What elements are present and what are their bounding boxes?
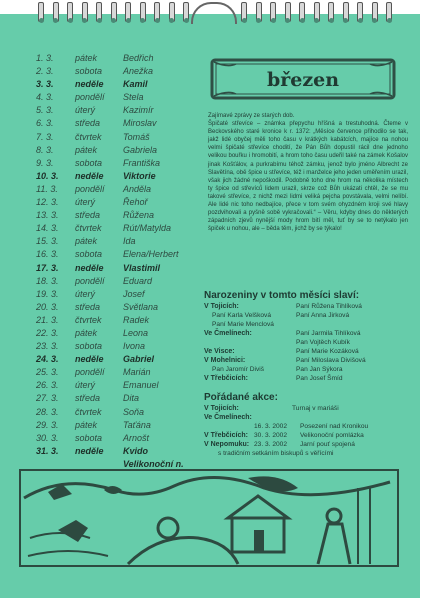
day-weekday: sobota: [75, 341, 103, 352]
day-weekday: středa: [75, 301, 101, 312]
event-location: V Nepomuku:: [204, 441, 250, 448]
day-date: 1. 3.: [36, 53, 54, 63]
day-date: 8. 3.: [36, 144, 54, 155]
event-text: Velikonoční pomlázka: [300, 432, 364, 439]
day-nameday: Ivona: [123, 341, 146, 352]
punch-hole: [68, 18, 73, 23]
day-weekday: středa: [75, 118, 101, 129]
day-date: 30. 3.: [36, 432, 59, 443]
day-date: 2. 3.: [36, 66, 54, 77]
woodcut-illustration: [18, 468, 400, 568]
day-date: 11. 3.: [36, 183, 58, 194]
day-row: [30, 65, 200, 78]
day-row: [30, 170, 200, 183]
day-nameday: Růžena: [123, 210, 155, 221]
punch-hole: [329, 18, 334, 23]
day-weekday: neděle: [75, 262, 104, 273]
day-weekday: sobota: [75, 249, 103, 260]
nameday-person: Paní Marie Kozáková: [296, 348, 359, 355]
day-nameday: Emanuel: [123, 380, 159, 391]
day-weekday: čtvrtek: [75, 406, 102, 417]
day-nameday: Taťána: [123, 419, 151, 430]
day-row: [30, 288, 200, 301]
day-nameday: Stela: [123, 92, 144, 103]
day-weekday: pátek: [75, 144, 98, 155]
historical-article: [208, 112, 408, 233]
article-intro: Zajímavé zprávy ze starých dob.: [208, 113, 295, 119]
day-weekday: pátek: [75, 236, 98, 247]
day-nameday: Soňa: [123, 406, 145, 417]
day-date: 25. 3.: [36, 367, 59, 378]
day-row: [30, 78, 200, 91]
nameday-person: Pan Josef Šmíd: [296, 375, 343, 382]
holiday-label: Velikonoční n.: [123, 458, 184, 469]
punch-hole: [82, 18, 87, 23]
day-date: 9. 3.: [36, 157, 54, 168]
spiral-binding: [0, 0, 424, 22]
event-text: s tradičním setkáním biskupů s věřícími: [218, 450, 334, 457]
day-nameday: Elena/Herbert: [123, 249, 179, 260]
day-nameday: Leona: [123, 327, 149, 338]
punch-hole: [300, 18, 305, 23]
day-date: 5. 3.: [36, 105, 54, 116]
day-nameday: Viktorie: [123, 170, 156, 181]
punch-hole: [53, 18, 58, 23]
day-row: [30, 327, 200, 340]
day-weekday: pondělí: [75, 92, 105, 103]
day-nameday: Dita: [123, 393, 140, 404]
day-date: 4. 3.: [36, 92, 54, 103]
nameday-person: Pan Vojtěch Kubík: [296, 339, 350, 346]
day-date: 7. 3.: [36, 131, 54, 142]
punch-hole: [271, 18, 276, 23]
day-weekday: úterý: [75, 288, 96, 299]
day-weekday: neděle: [75, 445, 104, 456]
event-location: V Tojicích:: [204, 405, 239, 412]
day-nameday: Radek: [123, 314, 150, 325]
day-row: [30, 183, 200, 196]
nameday-person: Paní Jarmila Tihlíková: [296, 330, 361, 337]
day-row: [30, 406, 200, 419]
day-row: [30, 379, 200, 392]
day-date: 12. 3.: [36, 197, 59, 208]
nameday-person: Paní Karla Velšková: [212, 312, 272, 319]
day-row: [30, 209, 200, 222]
day-nameday: Světlana: [123, 301, 159, 312]
day-nameday: Kamil: [123, 79, 148, 90]
loc-trebcice: V Třebčicích:: [204, 375, 248, 382]
day-weekday: sobota: [75, 66, 103, 77]
punch-hole: [372, 18, 377, 23]
day-nameday: Bedřich: [123, 53, 154, 63]
day-row: [30, 353, 200, 366]
day-nameday: Arnošt: [123, 432, 150, 443]
punch-hole: [140, 18, 145, 23]
day-date: 14. 3.: [36, 223, 59, 234]
event-location: V Třebčicích:: [204, 432, 248, 439]
nameday-person: Paní Miloslava Divišová: [296, 357, 366, 364]
punch-hole: [343, 18, 348, 23]
day-nameday: Miroslav: [123, 118, 157, 129]
day-date: 27. 3.: [36, 393, 59, 404]
nameday-person: Paní Růžena Tihlíková: [296, 303, 362, 310]
day-date: 28. 3.: [36, 406, 59, 417]
event-text: Turnaj v mariáši: [292, 405, 339, 412]
day-date: 16. 3.: [36, 249, 59, 260]
day-date: 20. 3.: [36, 301, 59, 312]
day-row: [30, 157, 200, 170]
day-date: 21. 3.: [36, 314, 59, 325]
article-body: Špičaté střevíce – známka přepychu hříšná a trestuhodná. Čteme v Beckovského staré kronice k r. 1372: „Měsíce července přihodilo se tak, jakž lidé obyčej měli toho času v krátkých kabátcích, majíce na nohou velmi špičaté střevíce chodití, že Pán Bůh dopustil rácil dne jednoho velikou bouřku i hromobití, a hrom toho času udeřil také na zámek Košalov jinak Košťálov, a purkrabímu téhož zámku, jenož bylo jméno Albrecht ze Slavětína, obě špice u střevíce, též i manželce jeho jeden uměřením urazil, však jich žádné nepoškodil. Podobně toho dne hrom na několika místech ty špice od střevíců lidem urazil, skrze což Bůh ukázati chtěl, že se mu takové střevíce, z nichž mezi lidmi veliká pejcha povstávala, velmi nelíbí. Ale lidé nic toho nedbajíce, přece v tom svém ohyzdném kroji své hlavy pozdvihovali a pyšně sobě vykračovali.“ – Věru, kdyby dnes do některých západních zjevů nynější mody hrom bití měl, tuť by se to netýkalo jen špiček u nohou, ale – běda těm, jichž by se týkalo!: [208, 121, 408, 233]
event-date: 23. 3. 2002: [254, 441, 287, 448]
event-text: Posezení nad Kronikou: [300, 423, 369, 430]
day-row: [30, 52, 200, 65]
day-date: 18. 3.: [36, 275, 59, 286]
punch-hole: [184, 18, 189, 23]
day-row: [30, 222, 200, 235]
day-row: [30, 419, 200, 432]
punch-hole: [126, 18, 131, 23]
punch-hole: [169, 18, 174, 23]
day-nameday: Anděla: [123, 183, 152, 194]
day-weekday: neděle: [75, 79, 104, 90]
nameday-person: Paní Anna Jirková: [296, 312, 350, 319]
day-nameday: Gabriel: [123, 354, 155, 365]
nameday-person: Pan Jaromír Diviš: [212, 366, 265, 373]
day-row: [30, 275, 200, 288]
day-date: 13. 3.: [36, 210, 59, 221]
day-nameday: Kvido: [123, 445, 149, 456]
day-weekday: úterý: [75, 197, 96, 208]
punch-hole: [155, 18, 160, 23]
day-row: [30, 445, 200, 469]
day-row: [30, 314, 200, 327]
day-weekday: sobota: [75, 157, 103, 168]
punch-hole: [97, 18, 102, 23]
nameday-heading: Narozeniny v tomto měsíci slaví:: [204, 290, 360, 301]
punch-hole: [387, 18, 392, 23]
nameday-person: Paní Marie Menclová: [212, 321, 274, 328]
day-date: 15. 3.: [36, 236, 59, 247]
day-weekday: pondělí: [75, 183, 105, 194]
day-weekday: čtvrtek: [75, 131, 102, 142]
punch-hole: [39, 18, 44, 23]
day-date: 10. 3.: [36, 170, 59, 181]
day-row: [30, 196, 200, 209]
day-date: 22. 3.: [36, 327, 59, 338]
day-nameday: Gabriela: [123, 144, 158, 155]
day-weekday: úterý: [75, 380, 96, 391]
day-date: 26. 3.: [36, 380, 59, 391]
month-title: březen: [266, 69, 340, 91]
day-weekday: sobota: [75, 432, 103, 443]
loc-visce: Ve Visce:: [204, 348, 235, 355]
day-date: 6. 3.: [36, 118, 54, 129]
day-weekday: středa: [75, 393, 101, 404]
day-weekday: čtvrtek: [75, 223, 102, 234]
day-row: [30, 392, 200, 405]
day-date: 23. 3.: [36, 341, 59, 352]
day-row: [30, 301, 200, 314]
day-row: [30, 248, 200, 261]
day-row: [30, 432, 200, 445]
punch-hole: [358, 18, 363, 23]
day-row: [30, 117, 200, 130]
day-nameday: Řehoř: [123, 197, 148, 208]
day-list: [30, 52, 200, 469]
day-nameday: Josef: [123, 288, 145, 299]
day-row: [30, 104, 200, 117]
punch-hole: [111, 18, 116, 23]
day-date: 24. 3.: [36, 354, 59, 365]
day-nameday: Anežka: [123, 66, 154, 77]
day-weekday: pondělí: [75, 367, 105, 378]
day-weekday: pátek: [75, 53, 98, 63]
day-row: [30, 340, 200, 353]
day-weekday: středa: [75, 210, 101, 221]
day-nameday: Tomáš: [123, 131, 150, 142]
day-nameday: Vlastimil: [123, 262, 161, 273]
day-nameday: Rút/Matylda: [123, 223, 172, 234]
day-weekday: pondělí: [75, 275, 105, 286]
loc-cmelin: Ve Čmelínech:: [204, 330, 252, 337]
punch-hole: [285, 18, 290, 23]
day-row: [30, 131, 200, 144]
day-nameday: Ida: [123, 236, 136, 247]
day-date: 29. 3.: [36, 419, 59, 430]
event-date: 30. 3. 2002: [254, 432, 287, 439]
day-nameday: Kazimír: [123, 105, 154, 116]
day-weekday: neděle: [75, 354, 104, 365]
day-weekday: čtvrtek: [75, 314, 102, 325]
punch-hole: [256, 18, 261, 23]
punch-hole: [314, 18, 319, 23]
day-date: 17. 3.: [36, 262, 59, 273]
day-date: 19. 3.: [36, 288, 59, 299]
punch-hole: [242, 18, 247, 23]
day-date: 31. 3.: [36, 445, 59, 456]
day-nameday: Františka: [123, 157, 161, 168]
event-location: Ve Čmelínech:: [204, 414, 252, 421]
hanger-hook: [191, 2, 237, 24]
day-row: [30, 144, 200, 157]
event-text: Jarní pouť spojená: [300, 441, 355, 448]
day-weekday: pátek: [75, 419, 98, 430]
nameday-person: Pan Jan Sýkora: [296, 366, 343, 373]
day-weekday: neděle: [75, 170, 104, 181]
events-heading: Pořádané akce:: [204, 392, 278, 403]
day-nameday: Eduard: [123, 275, 153, 286]
day-row: [30, 262, 200, 275]
day-date: 3. 3.: [36, 79, 54, 90]
day-row: [30, 91, 200, 104]
day-nameday: Marián: [123, 367, 151, 378]
day-row: [30, 235, 200, 248]
day-weekday: pátek: [75, 327, 98, 338]
loc-mohelnice: V Mohelnici:: [204, 357, 246, 364]
title-ornament: [210, 58, 396, 100]
loc-tojice: V Tojicích:: [204, 303, 239, 310]
event-date: 16. 3. 2002: [254, 423, 287, 430]
day-weekday: úterý: [75, 105, 96, 116]
day-row: [30, 366, 200, 379]
